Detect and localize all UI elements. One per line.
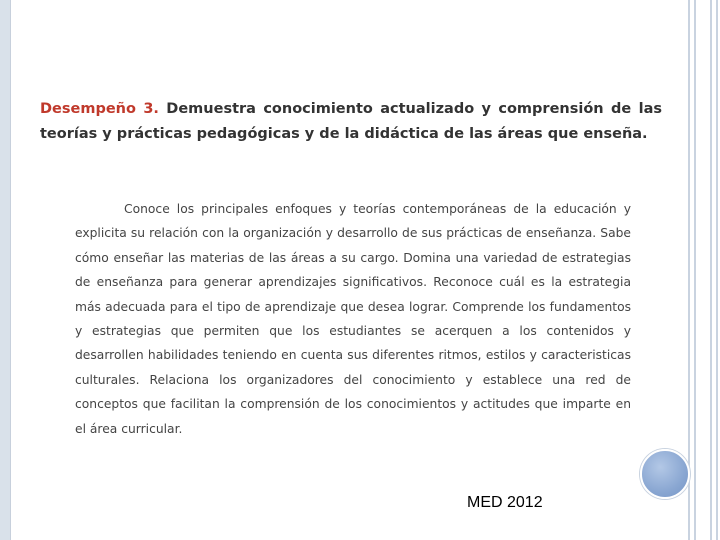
slide-left-border	[0, 0, 11, 540]
heading-text: Demuestra conocimiento actualizado y comprensión de las teorías y prácticas pedagógicas y de la didáctica de las áreas que enseña.	[40, 101, 662, 142]
right-border-line-4	[716, 0, 718, 540]
right-border-line-1	[688, 0, 690, 540]
body-paragraph: Conoce los principales enfoques y teorías contemporáneas de la educación y explicita su relación con la organización y desarrollo de sus prácticas de enseñanza. Sabe cómo enseñar las materias de las áreas a su cargo. Domina una variedad de estrategias de enseñanza para generar aprendizajes significativos. Reconoce cuál es la estrategia más adecuada para el tipo de aprendizaje que desea lograr. Comprende los fundamentos y estrategias que permiten que los estudiantes se acerquen a los contenidos y desarrollen habilidades teniendo en cuenta sus diferentes ritmos, estilos y caracteristicas culturales. Relaciona los organizadores del conocimiento y establece una red de conceptos que facilitan la comprensión de los conocimientos y actitudes que imparte en el área curricular.	[75, 202, 631, 436]
performance-heading	[40, 97, 662, 147]
right-border-line-2	[694, 0, 696, 540]
source-label: MED 2012	[467, 494, 543, 511]
right-border-line-3	[710, 0, 712, 540]
decorative-circle	[640, 449, 690, 499]
heading-prefix: Desempeño 3.	[40, 101, 159, 117]
